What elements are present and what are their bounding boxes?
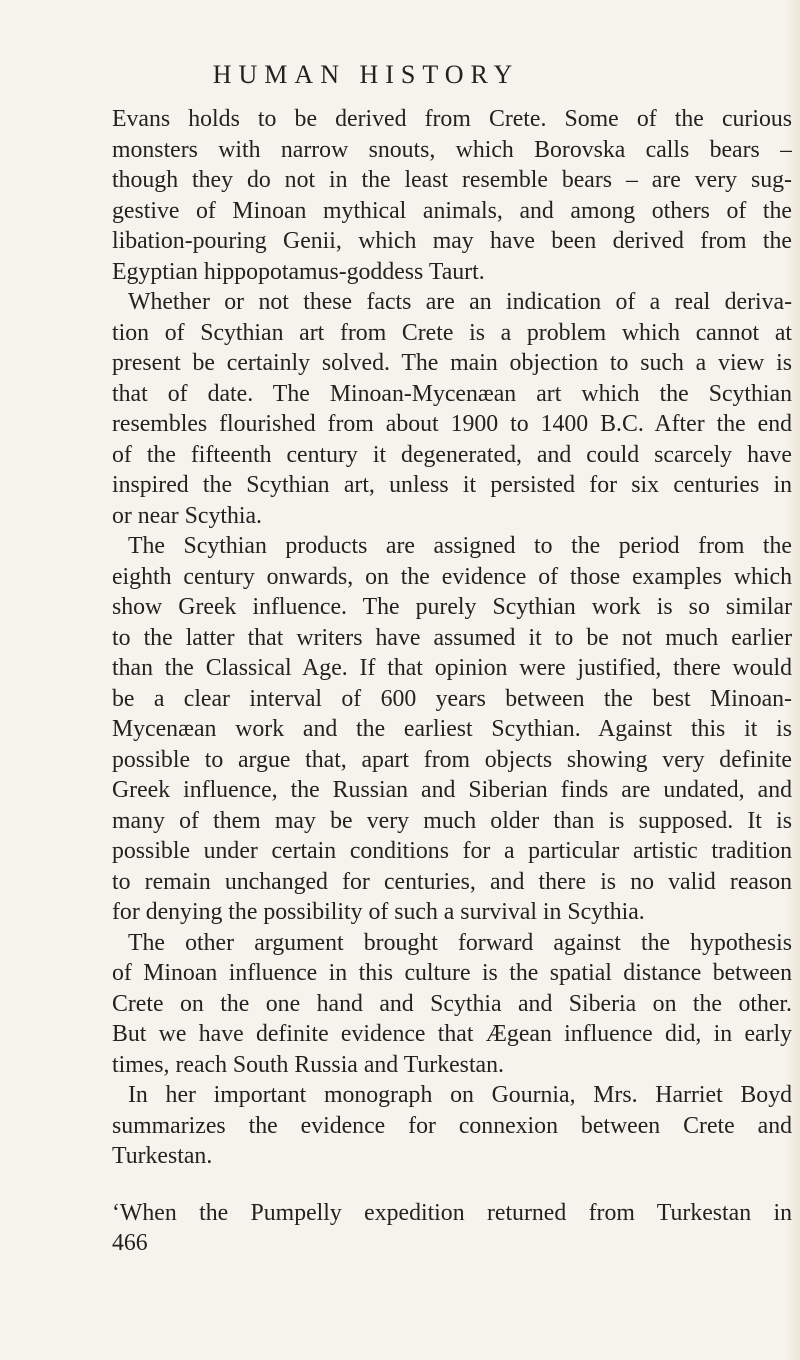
text-line: or near Scythia. bbox=[112, 502, 262, 529]
text-line: be a clear interval of 600 years between the best Minoan- bbox=[112, 685, 792, 712]
text-line: resembles flourished from about 1900 to 1400 B.C. After the end bbox=[112, 411, 792, 437]
text-line: Whether or not these facts are an indication of a real deriva- bbox=[128, 289, 792, 315]
text-line: summarizes the evidence for connexion between Crete and bbox=[112, 1112, 792, 1139]
text-line: monsters with narrow snouts, which Borovska calls bears – bbox=[112, 136, 792, 163]
text-line: The other argument brought forward against the hypothesis bbox=[128, 929, 792, 956]
text-line: eighth century onwards, on the evidence of those examples which bbox=[112, 563, 792, 590]
text-line: Crete on the one hand and Scythia and Siberia on the other. bbox=[112, 990, 792, 1017]
text-line: gestive of Minoan mythical animals, and among others of the bbox=[112, 197, 792, 224]
text-line: The Scythian products are assigned to the period from the bbox=[128, 533, 792, 559]
running-head: HUMAN HISTORY bbox=[212, 60, 520, 89]
paragraph-5 bbox=[112, 1080, 792, 1172]
text-line: possible to argue that, apart from objects showing very definite bbox=[112, 746, 792, 773]
paragraph-1 bbox=[112, 104, 792, 287]
text-line: of Minoan influence in this culture is the spatial distance between bbox=[112, 960, 792, 986]
text-line: In her important monograph on Gournia, Mrs. Harriet Boyd bbox=[128, 1082, 792, 1108]
text-line: than the Classical Age. If that opinion were justified, there would bbox=[112, 655, 792, 681]
text-line: show Greek influence. The purely Scythian work is so similar bbox=[112, 594, 792, 620]
body-text bbox=[112, 104, 792, 1259]
text-line: for denying the possibility of such a survival in Scythia. bbox=[112, 899, 645, 925]
text-line: Turkestan. bbox=[112, 1143, 213, 1169]
text-line: Greek influence, the Russian and Siberian finds are undated, and bbox=[112, 777, 792, 803]
paragraph-3 bbox=[112, 531, 792, 928]
text-line: ‘When the Pumpelly expedition returned from Turkestan in bbox=[112, 1199, 792, 1226]
text-line: that of date. The Minoan-Mycenæan art which the Scythian bbox=[112, 380, 792, 407]
text-line: times, reach South Russia and Turkestan. bbox=[112, 1051, 504, 1078]
text-line: libation-pouring Genii, which may have been derived from the bbox=[112, 228, 792, 254]
text-line: of the fifteenth century it degenerated, and could scarcely have bbox=[112, 441, 792, 468]
text-line: But we have definite evidence that Ægean influence did, in early bbox=[112, 1021, 792, 1047]
text-line: tion of Scythian art from Crete is a problem which cannot at bbox=[112, 319, 792, 346]
text-line: though they do not in the least resemble bears – are very sug- bbox=[112, 167, 792, 193]
paragraph-2 bbox=[112, 287, 792, 531]
text-line: Mycenæan work and the earliest Scythian. Against this it is bbox=[112, 716, 792, 742]
quotation bbox=[112, 1198, 792, 1229]
text-line: to the latter that writers have assumed it to be not much earlier bbox=[112, 624, 792, 651]
text-line: to remain unchanged for centuries, and there is no valid reason bbox=[112, 868, 792, 895]
text-line: present be certainly solved. The main objection to such a view is bbox=[112, 350, 792, 376]
quotation-spacer bbox=[112, 1172, 792, 1198]
page-number: 466 bbox=[112, 1230, 148, 1256]
paragraph-4 bbox=[112, 928, 792, 1081]
text-line: Evans holds to be derived from Crete. Some of the curious bbox=[112, 106, 792, 132]
text-line: many of them may be very much older than is supposed. It is bbox=[112, 807, 792, 834]
text-line: Egyptian hippopotamus-goddess Taurt. bbox=[112, 258, 485, 285]
text-line: inspired the Scythian art, unless it persisted for six centuries in bbox=[112, 472, 792, 498]
text-line: possible under certain conditions for a particular artistic tradition bbox=[112, 838, 792, 864]
